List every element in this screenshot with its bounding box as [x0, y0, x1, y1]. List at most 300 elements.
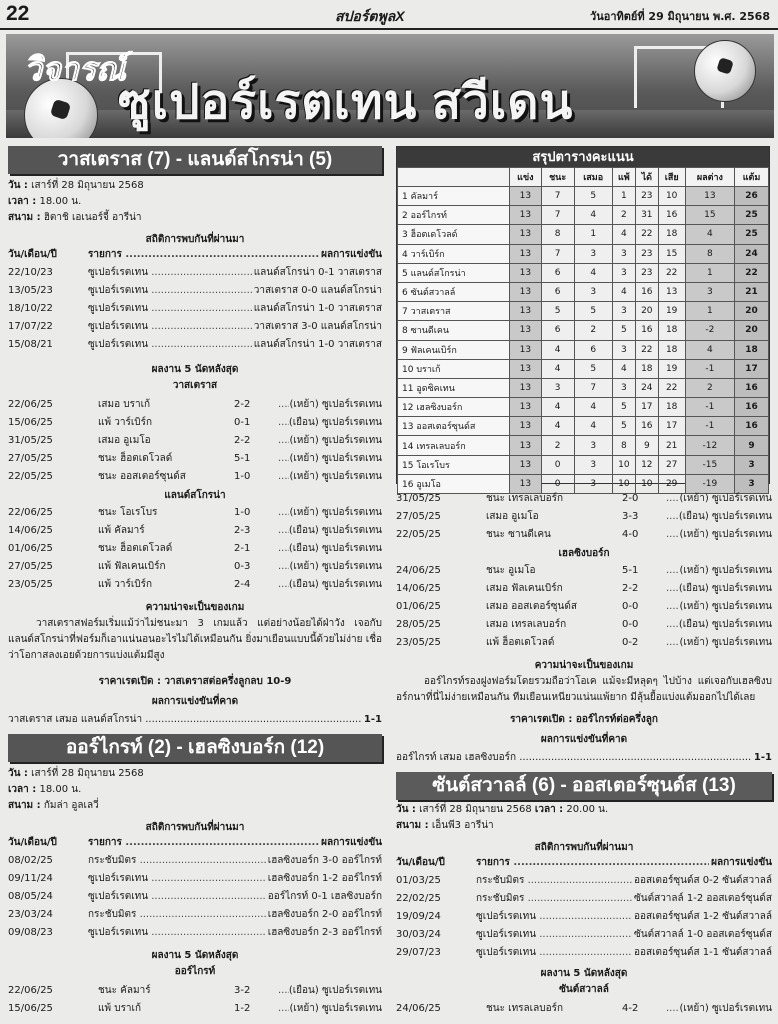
- form-opponent: ชนะ ฮ็อตเดโวลด์: [98, 453, 173, 464]
- team-cell: 15 โอเรโบร: [398, 455, 510, 474]
- gf-cell: 31: [635, 206, 658, 225]
- points-cell: 16: [735, 398, 769, 417]
- gd-cell: -1: [685, 359, 734, 378]
- list-item: [396, 616, 772, 634]
- table-row: [8, 264, 382, 282]
- form-score: 2-2: [234, 399, 251, 410]
- ga-cell: 18: [658, 398, 685, 417]
- form-opponent: ชนะ เทรลเลบอร์ก: [486, 1003, 564, 1014]
- col-date-header: วัน/เดือน/ปี: [8, 249, 57, 260]
- form-venue: (เหย้า): [289, 1003, 319, 1014]
- col-result-header: ผลการแข่งขัน: [709, 854, 772, 872]
- gf-cell: 23: [635, 244, 658, 263]
- form-venue: (เหย้า): [289, 435, 319, 446]
- table-row: [398, 225, 769, 244]
- lost-cell: 4: [612, 225, 635, 244]
- lost-cell: 5: [612, 417, 635, 436]
- played-cell: 13: [510, 225, 542, 244]
- team-name: แลนด์สโกรน่า: [164, 490, 226, 501]
- list-item: [396, 562, 772, 580]
- table-row: [396, 872, 772, 890]
- table-row: [8, 336, 382, 354]
- row-event: ซูเปอร์เรตเทน .....: [476, 908, 632, 926]
- row-date: 22/02/25: [396, 893, 441, 904]
- ga-cell: 10: [658, 187, 685, 206]
- points-cell: 9: [735, 436, 769, 455]
- stadium-label: สนาม :: [8, 800, 41, 811]
- points-cell: 3: [735, 474, 769, 493]
- row-event: ซูเปอร์เรตเทน .....: [88, 888, 266, 906]
- row-date: 30/03/24: [396, 929, 441, 940]
- list-item: [8, 540, 382, 558]
- form-competition: ซูเปอร์เรตเทน: [321, 579, 382, 590]
- points-cell: 3: [735, 455, 769, 474]
- football-icon: [694, 40, 756, 102]
- played-cell: 13: [510, 378, 542, 397]
- form-opponent: แพ้ บราเก้: [98, 1003, 142, 1014]
- gf-cell: 20: [635, 302, 658, 321]
- gf-cell: 10: [635, 474, 658, 493]
- team-cell: 14 เทรลเลบอร์ก: [398, 436, 510, 455]
- team-name: เฮลซิงบอร์ก: [558, 548, 610, 559]
- row-result: แลนด์สโกรน่า 0-1 วาสเตราส: [252, 264, 382, 282]
- form-opponent: ชนะ โอเรโบร: [98, 507, 158, 518]
- gf-cell: 22: [635, 340, 658, 359]
- header-played: แข่ง: [510, 168, 542, 187]
- col-event-header: รายการ .....: [476, 854, 709, 872]
- header-points: แต้ม: [735, 168, 769, 187]
- played-cell: 13: [510, 282, 542, 301]
- points-cell: 24: [735, 244, 769, 263]
- col-date-header: วัน/เดือน/ปี: [396, 857, 445, 868]
- form-score: 4-2: [622, 1003, 639, 1014]
- form-competition: ซูเปอร์เรตเทน: [321, 435, 382, 446]
- header-gf: ได้: [635, 168, 658, 187]
- form-date: 22/06/25: [8, 507, 53, 518]
- col-event-header: รายการ .....: [88, 246, 319, 264]
- form-list: [396, 1000, 772, 1018]
- form-score: 3-2: [234, 985, 251, 996]
- list-item: [396, 598, 772, 616]
- points-cell: 22: [735, 263, 769, 282]
- row-result: ออร์ไกรท์ 0-1 เฮลซิงบอร์ก: [266, 888, 382, 906]
- match-header: ซันต์สวาลล์ (6) - ออสเตอร์ซุนด์ส (13): [396, 772, 772, 800]
- lost-cell: 3: [612, 340, 635, 359]
- form-competition: ซูเปอร์เรตเทน: [711, 601, 772, 612]
- row-date: 23/03/24: [8, 909, 53, 920]
- points-cell: 17: [735, 359, 769, 378]
- won-cell: 2: [541, 436, 574, 455]
- table-row: [8, 888, 382, 906]
- lost-cell: 3: [612, 263, 635, 282]
- form-date: 22/05/25: [396, 529, 441, 540]
- won-cell: 0: [541, 474, 574, 493]
- list-item: [396, 526, 772, 544]
- table-row: [398, 206, 769, 225]
- drawn-cell: 6: [574, 340, 612, 359]
- form-opponent: เสมอ บราเก้: [98, 399, 151, 410]
- gd-cell: 4: [685, 340, 734, 359]
- form-opponent: ชนะ ออสเตอร์ซุนด์ส: [98, 471, 186, 482]
- gf-cell: 24: [635, 378, 658, 397]
- list-item: [8, 468, 382, 486]
- form-venue: (เยือน): [288, 543, 319, 554]
- table-row: [398, 187, 769, 206]
- played-cell: 13: [510, 340, 542, 359]
- h2h-title: สถิติการพบกันที่ผ่านมา: [145, 822, 245, 833]
- row-date: 22/10/23: [8, 267, 53, 278]
- form-competition: ซูเปอร์เรตเทน: [711, 637, 772, 648]
- gd-cell: -15: [685, 455, 734, 474]
- brand-logo: สปอร์ตพูลX: [335, 8, 405, 24]
- lost-cell: 10: [612, 455, 635, 474]
- form-competition: ซูเปอร์เรตเทน: [711, 565, 772, 576]
- gd-cell: 3: [685, 282, 734, 301]
- form-score: 4-0: [622, 529, 639, 540]
- form-venue: (เหย้า): [679, 1003, 709, 1014]
- match-time: 20.00 น.: [566, 804, 609, 815]
- lost-cell: 8: [612, 436, 635, 455]
- time-label: เวลา :: [8, 784, 37, 795]
- form-date: 15/06/25: [8, 1003, 53, 1014]
- gf-cell: 17: [635, 398, 658, 417]
- form-venue: (เยือน): [678, 619, 709, 630]
- form-venue: (เยือน): [288, 417, 319, 428]
- form-date: 22/06/25: [8, 985, 53, 996]
- analysis-title: ความน่าจะเป็นของเกม: [145, 602, 245, 613]
- gd-cell: -12: [685, 436, 734, 455]
- gd-cell: -2: [685, 321, 734, 340]
- ga-cell: 18: [658, 225, 685, 244]
- time-label: เวลา :: [534, 804, 564, 815]
- row-date: 19/09/24: [396, 911, 441, 922]
- form-competition: ซูเปอร์เรตเทน: [711, 583, 772, 594]
- played-cell: 13: [510, 417, 542, 436]
- header-team: [398, 168, 510, 187]
- table-row: [398, 436, 769, 455]
- won-cell: 7: [541, 187, 574, 206]
- form-list: [396, 562, 772, 652]
- form-date: 23/05/25: [8, 579, 53, 590]
- form-opponent: แพ้ วาร์เบิร์ก: [98, 579, 153, 590]
- form-date: 22/05/25: [8, 471, 53, 482]
- match-stadium: เอ็นพี3 อารีน่า: [431, 820, 494, 831]
- team-cell: 3 ฮ็อตเดโวลด์: [398, 225, 510, 244]
- form-date: 14/06/25: [8, 525, 53, 536]
- form-opponent: ชนะ อูเมโอ: [486, 565, 536, 576]
- row-date: 08/02/25: [8, 855, 53, 866]
- form-competition: ซูเปอร์เรตเทน: [711, 619, 772, 630]
- team-cell: 12 เฮลซิงบอร์ก: [398, 398, 510, 417]
- played-cell: 13: [510, 474, 542, 493]
- played-cell: 13: [510, 398, 542, 417]
- gd-cell: 1: [685, 302, 734, 321]
- row-event: ซูเปอร์เรตเทน .....: [88, 870, 266, 888]
- lost-cell: 3: [612, 244, 635, 263]
- form-list: [396, 490, 772, 544]
- form-date: 01/06/25: [396, 601, 441, 612]
- row-event: ซูเปอร์เรตเทน .....: [476, 944, 632, 962]
- form-score: 2-2: [622, 583, 639, 594]
- drawn-cell: 4: [574, 417, 612, 436]
- played-cell: 13: [510, 244, 542, 263]
- form-date: 22/06/25: [8, 399, 53, 410]
- lost-cell: 1: [612, 187, 635, 206]
- team-cell: 2 ออร์ไกรท์: [398, 206, 510, 225]
- form-competition: ซูเปอร์เรตเทน: [321, 399, 382, 410]
- list-item: [8, 1000, 382, 1018]
- form-score: 0-3: [234, 561, 251, 572]
- row-result: วาสเตราส 0-0 แลนด์สโกรน่า: [252, 282, 382, 300]
- lost-cell: 5: [612, 398, 635, 417]
- list-item: [8, 558, 382, 576]
- drawn-cell: 3: [574, 455, 612, 474]
- list-item: [396, 490, 772, 508]
- row-result: เฮลซิงบอร์ก 2-3 ออร์ไกรท์: [266, 924, 382, 942]
- lost-cell: 10: [612, 474, 635, 493]
- ga-cell: 18: [658, 340, 685, 359]
- row-date: 13/05/23: [8, 285, 53, 296]
- form-date: 01/06/25: [8, 543, 53, 554]
- ga-cell: 19: [658, 302, 685, 321]
- form-score: 3-3: [622, 511, 639, 522]
- prediction-text: ออร์ไกรท์ เสมอ เฮลซิงบอร์ก .....: [396, 750, 752, 766]
- played-cell: 13: [510, 187, 542, 206]
- match-stadium: ฮิตาชิ เอเนอร์จี้ อารีน่า: [43, 212, 142, 223]
- lost-cell: 3: [612, 302, 635, 321]
- table-row: [398, 359, 769, 378]
- table-row: [398, 340, 769, 359]
- form-venue: (เหย้า): [289, 507, 319, 518]
- form-competition: ซูเปอร์เรตเทน: [711, 511, 772, 522]
- won-cell: 8: [541, 225, 574, 244]
- row-date: 29/07/23: [396, 947, 441, 958]
- form-date: 15/06/25: [8, 417, 53, 428]
- table-row: [398, 302, 769, 321]
- team-cell: 9 ฟัลเคนเบิร์ก: [398, 340, 510, 359]
- col-date-header: วัน/เดือน/ปี: [8, 837, 57, 848]
- form-venue: (เหย้า): [679, 529, 709, 540]
- row-result: เฮลซิงบอร์ก 2-0 ออร์ไกรท์: [266, 906, 382, 924]
- gf-cell: 9: [635, 436, 658, 455]
- time-label: เวลา :: [8, 196, 37, 207]
- form-venue: (เยือน): [678, 511, 709, 522]
- form-score: 1-0: [234, 471, 251, 482]
- form-date: 24/06/25: [396, 1003, 441, 1014]
- form-score: 2-1: [234, 543, 251, 554]
- ga-cell: 19: [658, 359, 685, 378]
- row-event: ซูเปอร์เรตเทน .....: [88, 336, 252, 354]
- gd-cell: 15: [685, 206, 734, 225]
- form-venue: (เหย้า): [289, 453, 319, 464]
- form-competition: ซูเปอร์เรตเทน: [711, 529, 772, 540]
- form-score: 2-3: [234, 525, 251, 536]
- ga-cell: 18: [658, 321, 685, 340]
- lost-cell: 3: [612, 378, 635, 397]
- row-event: กระชับมิตร .....: [476, 890, 632, 908]
- odds-text: ราคาเรตเปิด : วาสเตราสต่อครึ่งลูกลบ 10-9: [98, 676, 292, 687]
- row-date: 01/03/25: [396, 875, 441, 886]
- table-row: [396, 890, 772, 908]
- won-cell: 4: [541, 417, 574, 436]
- list-item: [396, 580, 772, 598]
- h2h-title: สถิติการพบกันที่ผ่านมา: [534, 842, 634, 853]
- form-venue: (เหย้า): [679, 565, 709, 576]
- won-cell: 7: [541, 244, 574, 263]
- points-cell: 25: [735, 206, 769, 225]
- match-header: วาสเตราส (7) - แลนด์สโกรน่า (5): [8, 146, 382, 174]
- analysis-title: ความน่าจะเป็นของเกม: [534, 660, 634, 671]
- form-opponent: แพ้ คัลมาร์: [98, 525, 145, 536]
- gf-cell: 23: [635, 263, 658, 282]
- col-event-header: รายการ .....: [88, 834, 319, 852]
- table-row: [398, 455, 769, 474]
- form-opponent: ชนะ คัลมาร์: [98, 985, 151, 996]
- row-date: 09/08/23: [8, 927, 53, 938]
- table-row: [398, 244, 769, 263]
- lost-cell: 2: [612, 206, 635, 225]
- team-name: วาสเตราส: [172, 380, 218, 391]
- ga-cell: 16: [658, 206, 685, 225]
- form-date: 31/05/25: [8, 435, 53, 446]
- lost-cell: 4: [612, 359, 635, 378]
- table-row: [8, 924, 382, 942]
- form-opponent: เสมอ อูเมโอ: [98, 435, 151, 446]
- match-date: เสาร์ที่ 28 มิถุนายน 2568: [419, 804, 532, 815]
- prediction-row: [8, 712, 382, 728]
- form-opponent: เสมอ ฟัลเคนเบิร์ก: [486, 583, 563, 594]
- form-opponent: เสมอ อูเมโอ: [486, 511, 539, 522]
- team-cell: 11 อูดซิคเทน: [398, 378, 510, 397]
- form-list: [8, 396, 382, 486]
- banner-subtitle: วิจารณ์: [24, 51, 126, 87]
- form-venue: (เยือน): [288, 985, 319, 996]
- team-name: ซันต์สวาลล์: [559, 984, 609, 995]
- team-cell: 8 ซานดีเคน: [398, 321, 510, 340]
- h2h-table: [396, 854, 772, 962]
- form-competition: ซูเปอร์เรตเทน: [711, 1003, 772, 1014]
- form-title: ผลงาน 5 นัดหลังสุด: [151, 950, 239, 961]
- table-row: [8, 852, 382, 870]
- ga-cell: 22: [658, 263, 685, 282]
- match-info: [396, 802, 772, 834]
- gd-cell: -1: [685, 417, 734, 436]
- form-date: 28/05/25: [396, 619, 441, 630]
- table-row: [8, 318, 382, 336]
- form-score: 2-2: [234, 435, 251, 446]
- match-stadium: กัมล่า อูลเลวี่: [43, 800, 99, 811]
- won-cell: 4: [541, 340, 574, 359]
- played-cell: 13: [510, 321, 542, 340]
- list-item: [396, 1000, 772, 1018]
- won-cell: 6: [541, 321, 574, 340]
- date-label: วัน :: [8, 768, 28, 779]
- standings-grid: [397, 167, 769, 494]
- table-row: [8, 906, 382, 924]
- row-date: 18/10/22: [8, 303, 53, 314]
- issue-date: วันอาทิตย์ที่ 29 มิถุนายน พ.ศ. 2568: [590, 10, 770, 23]
- won-cell: 6: [541, 263, 574, 282]
- drawn-cell: 3: [574, 474, 612, 493]
- row-result: ออสเตอร์ซุนด์ส 1-1 ซันต์สวาลล์: [632, 944, 772, 962]
- form-date: 27/05/25: [396, 511, 441, 522]
- prediction-text: วาสเตราส เสมอ แลนด์สโกรน่า .....: [8, 712, 362, 728]
- drawn-cell: 5: [574, 187, 612, 206]
- page-header: [0, 0, 778, 30]
- ga-cell: 15: [658, 244, 685, 263]
- form-competition: ซูเปอร์เรตเทน: [321, 525, 382, 536]
- row-event: ซูเปอร์เรตเทน .....: [88, 924, 266, 942]
- list-item: [8, 432, 382, 450]
- won-cell: 0: [541, 455, 574, 474]
- row-date: 08/05/24: [8, 891, 53, 902]
- list-item: [8, 450, 382, 468]
- form-competition: ซูเปอร์เรตเทน: [321, 543, 382, 554]
- points-cell: 21: [735, 282, 769, 301]
- form-competition: ซูเปอร์เรตเทน: [321, 507, 382, 518]
- form-venue: (เหย้า): [679, 637, 709, 648]
- played-cell: 13: [510, 455, 542, 474]
- ga-cell: 17: [658, 417, 685, 436]
- header-ga: เสีย: [658, 168, 685, 187]
- form-score: 0-1: [234, 417, 251, 428]
- form-score: 0-0: [622, 619, 639, 630]
- standings-title: สรุปตารางคะแนน: [397, 147, 769, 167]
- list-item: [8, 522, 382, 540]
- match-time: 18.00 น.: [39, 196, 82, 207]
- table-row: [398, 378, 769, 397]
- prediction-title: ผลการแข่งขันที่คาด: [151, 696, 239, 707]
- team-cell: 16 อูเมโอ: [398, 474, 510, 493]
- table-row: [398, 417, 769, 436]
- team-cell: 5 แลนด์สโกรน่า: [398, 263, 510, 282]
- list-item: [8, 396, 382, 414]
- drawn-cell: 5: [574, 359, 612, 378]
- form-opponent: ชนะ เทรลเลบอร์ก: [486, 493, 564, 504]
- row-event: ซูเปอร์เรตเทน .....: [88, 300, 252, 318]
- form-score: 0-0: [622, 601, 639, 612]
- form-opponent: แพ้ ฟัลเคนเบิร์ก: [98, 561, 166, 572]
- form-venue: (เยือน): [288, 579, 319, 590]
- form-venue: (เหย้า): [679, 601, 709, 612]
- stadium-label: สนาม :: [8, 212, 41, 223]
- table-row: [398, 321, 769, 340]
- page-number: 22: [6, 2, 30, 25]
- gf-cell: 16: [635, 417, 658, 436]
- played-cell: 13: [510, 359, 542, 378]
- won-cell: 5: [541, 302, 574, 321]
- form-title: ผลงาน 5 นัดหลังสุด: [540, 968, 628, 979]
- analysis-text: วาสเตราสฟอร์มเริ่มแม้ว่าไม่ชนะมา 3 เกมแล้ว แต่อย่างน้อยได้ฝ่าวัง เจอกับแลนด์สโกรน่าที่ฟอร์มก็เอาแน่นอนอะไรไม่ได้เหมือนกัน ยิ่งมาเยือนแบบนี้ด้วยไม่ง่าย เชื่อว่าโอกาสลงเอยด้วยการแบ่งแต้มมีสูง: [8, 618, 382, 661]
- gd-cell: 13: [685, 187, 734, 206]
- form-date: 27/05/25: [8, 561, 53, 572]
- form-competition: ซูเปอร์เรตเทน: [321, 561, 382, 572]
- prediction-row: [396, 750, 772, 766]
- standings-table: [396, 146, 770, 490]
- match-info: [8, 766, 382, 814]
- form-opponent: เสมอ เทรลเลบอร์ก: [486, 619, 567, 630]
- table-row: [396, 926, 772, 944]
- form-score: 0-2: [622, 637, 639, 648]
- gf-cell: 12: [635, 455, 658, 474]
- col-result-header: ผลการแข่งขัน: [319, 834, 382, 852]
- form-score: 2-0: [622, 493, 639, 504]
- form-score: 1-2: [234, 1003, 251, 1014]
- points-cell: 26: [735, 187, 769, 206]
- form-competition: ซูเปอร์เรตเทน: [321, 417, 382, 428]
- table-row: [396, 944, 772, 962]
- row-date: 15/08/21: [8, 339, 53, 350]
